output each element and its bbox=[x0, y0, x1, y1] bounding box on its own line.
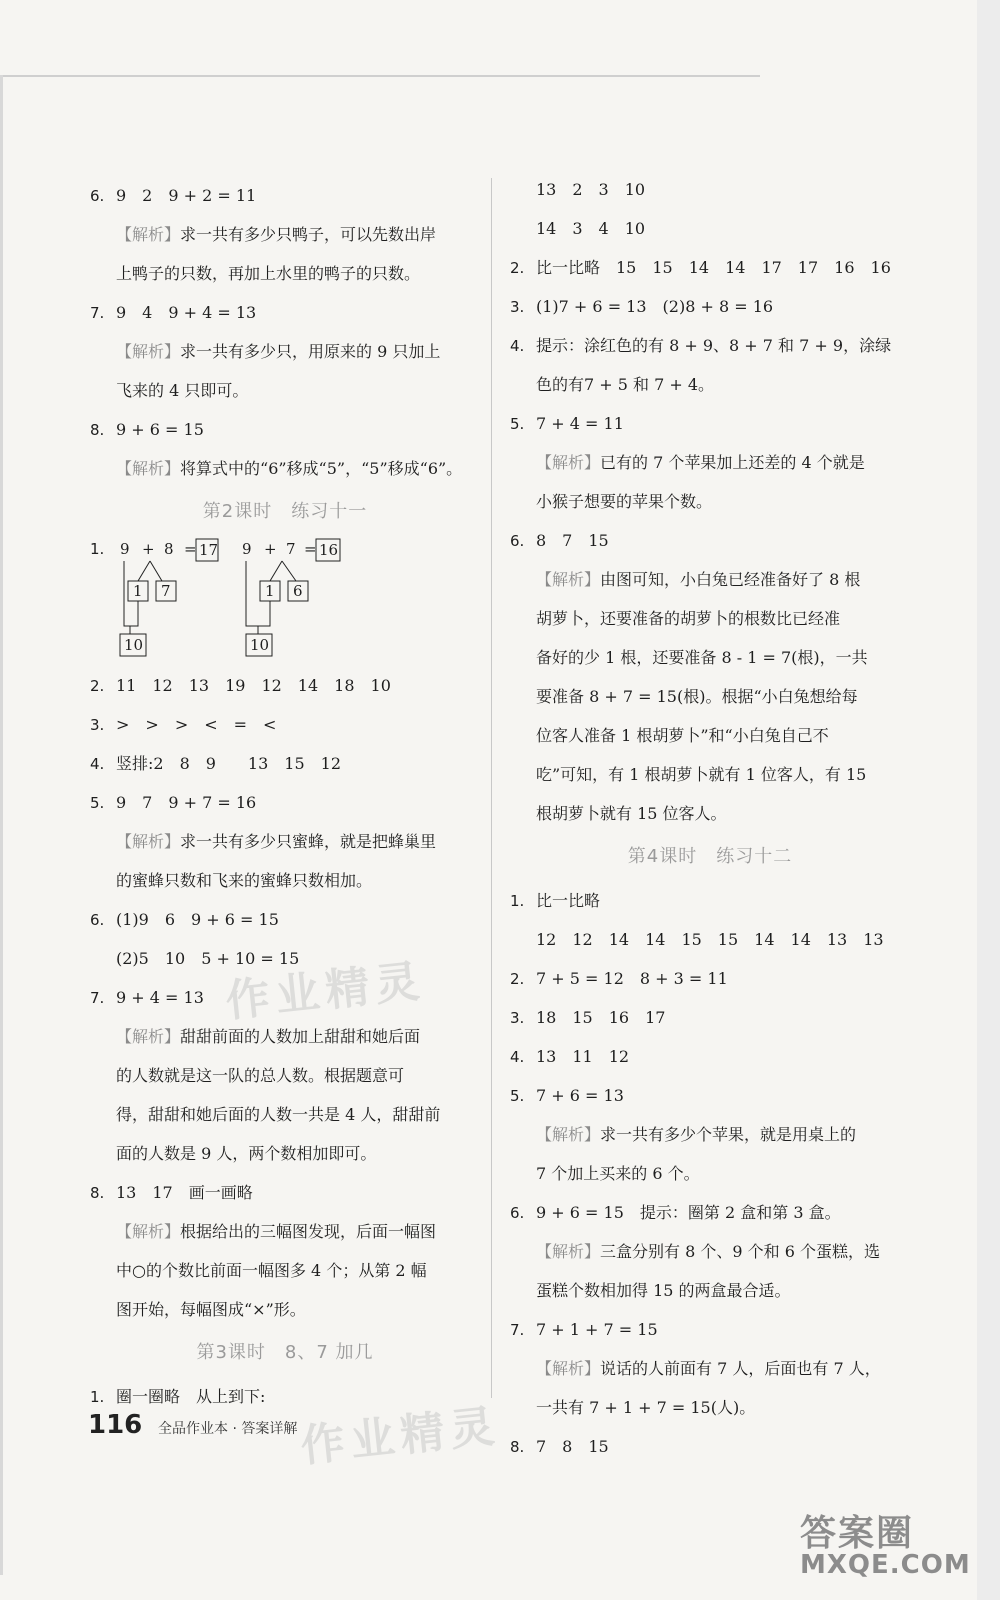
analysis-line: 【解析】求一共有多少个苹果，就是用桌上的 bbox=[536, 1125, 857, 1144]
svg-text:7: 7 bbox=[161, 582, 171, 600]
svg-text:1: 1 bbox=[265, 582, 275, 600]
analysis-tag: 【解析】 bbox=[536, 1359, 601, 1378]
analysis-tag: 【解析】 bbox=[536, 453, 601, 472]
answer-line: 8. 9 + 6 = 15 bbox=[90, 420, 204, 439]
analysis-line: 图开始，每幅图成“×”形。 bbox=[116, 1300, 306, 1319]
svg-text:8: 8 bbox=[164, 540, 174, 558]
brand-url: MXQE.COM bbox=[800, 1550, 971, 1580]
analysis-line: 的蜜蜂只数和飞来的蜜蜂只数相加。 bbox=[116, 871, 373, 890]
analysis-tag: 【解析】 bbox=[536, 570, 601, 589]
column-divider bbox=[491, 178, 492, 1398]
answer-line: 6. (1)9 6 9 + 6 = 15 bbox=[90, 910, 279, 929]
svg-text:16: 16 bbox=[319, 541, 339, 559]
analysis-tag: 【解析】 bbox=[536, 1125, 601, 1144]
analysis-line: 【解析】由图可知，小白兔已经准备好了 8 根 bbox=[536, 570, 861, 589]
analysis-line: 根胡萝卜就有 15 位客人。 bbox=[536, 804, 727, 823]
svg-text:9: 9 bbox=[120, 540, 130, 558]
answer-line: 5. 7 + 4 = 11 bbox=[510, 414, 624, 433]
svg-text:17: 17 bbox=[199, 541, 219, 559]
answer-line: 1. 比一比略 bbox=[510, 891, 601, 910]
page-number: 116 bbox=[88, 1410, 143, 1440]
analysis-line: 【解析】求一共有多少只蜜蜂，就是把蜂巢里 bbox=[116, 832, 437, 851]
answer-line: 3. 18 15 16 17 bbox=[510, 1008, 666, 1027]
analysis-line: 中○的个数比前面一幅图多 4 个；从第 2 幅 bbox=[116, 1261, 427, 1280]
analysis-tag: 【解析】 bbox=[116, 459, 181, 478]
answer-line: 7. 9 4 9 + 4 = 13 bbox=[90, 303, 257, 322]
answer-line: 4. 竖排:2 8 9 13 15 12 bbox=[90, 754, 342, 773]
answer-line: 7. 9 + 4 = 13 bbox=[90, 988, 204, 1007]
analysis-line: 面的人数是 9 人，两个数相加即可。 bbox=[116, 1144, 377, 1163]
diagram-1 bbox=[120, 539, 218, 656]
answer-line: 6. 9 + 6 = 15 提示：圈第 2 盒和第 3 盒。 bbox=[510, 1203, 841, 1222]
page-edge-right bbox=[977, 0, 1000, 1600]
analysis-line: 【解析】三盒分别有 8 个、9 个和 6 个蛋糕，选 bbox=[536, 1242, 880, 1261]
footer-title: 全品作业本 · 答案详解 bbox=[158, 1421, 298, 1437]
answer-line: (2)5 10 5 + 10 = 15 bbox=[116, 949, 300, 968]
analysis-tag: 【解析】 bbox=[116, 1027, 181, 1046]
answer-line: 3. (1)7 + 6 = 13 (2)8 + 8 = 16 bbox=[510, 297, 774, 316]
svg-text:10: 10 bbox=[124, 636, 144, 654]
answer-line: 2. 11 12 13 19 12 14 18 10 bbox=[90, 676, 391, 695]
answer-line: 12 12 14 14 15 15 14 14 13 13 bbox=[536, 930, 884, 949]
answer-line: 2. 7 + 5 = 12 8 + 3 = 11 bbox=[510, 969, 728, 988]
diagram-2 bbox=[242, 539, 340, 656]
analysis-line: 7 个加上买来的 6 个。 bbox=[536, 1164, 700, 1183]
analysis-tag: 【解析】 bbox=[116, 1222, 181, 1241]
analysis-line: 【解析】将算式中的“6”移成“5”，“5”移成“6”。 bbox=[116, 459, 463, 478]
analysis-line: 【解析】甜甜前面的人数加上甜甜和她后面 bbox=[116, 1027, 421, 1046]
svg-text:6: 6 bbox=[293, 582, 303, 600]
analysis-line: 备好的少 1 根，还要准备 8 - 1 = 7(根)，一共 bbox=[536, 648, 868, 667]
analysis-line: 得，甜甜和她后面的人数一共是 4 人，甜甜前 bbox=[116, 1105, 441, 1124]
analysis-line: 小猴子想要的苹果个数。 bbox=[536, 492, 713, 511]
section-heading: 第3课时 8、7 加几 bbox=[196, 1342, 374, 1363]
analysis-line: 上鸭子的只数，再加上水里的鸭子的只数。 bbox=[116, 264, 421, 283]
svg-text:7: 7 bbox=[286, 540, 296, 558]
analysis-line: 【解析】求一共有多少只，用原来的 9 只加上 bbox=[116, 342, 441, 361]
analysis-line: 【解析】说话的人前面有 7 人，后面也有 7 人， bbox=[536, 1359, 881, 1378]
analysis-line: 的人数就是这一队的总人数。根据题意可 bbox=[116, 1066, 405, 1085]
analysis-line: 飞来的 4 只即可。 bbox=[116, 381, 249, 400]
analysis-line: 蛋糕个数相加得 15 的两盒最合适。 bbox=[536, 1281, 791, 1300]
section-heading: 第4课时 练习十二 bbox=[627, 846, 793, 867]
analysis-line: 要准备 8 + 7 = 15(根)。根据“小白兔想给每 bbox=[536, 687, 858, 706]
svg-text:=: = bbox=[304, 540, 317, 558]
analysis-line: 【解析】根据给出的三幅图发现，后面一幅图 bbox=[116, 1222, 437, 1241]
answer-line: 5. 9 7 9 + 7 = 16 bbox=[90, 793, 257, 812]
brand-name: 答案圈 bbox=[800, 1513, 915, 1554]
svg-text:=: = bbox=[184, 540, 197, 558]
svg-text:10: 10 bbox=[250, 636, 270, 654]
top-rule bbox=[0, 75, 760, 77]
analysis-tag: 【解析】 bbox=[536, 1242, 601, 1261]
section-heading: 第2课时 练习十一 bbox=[202, 501, 368, 522]
answer-line: 8. 13 17 画一画略 bbox=[90, 1183, 253, 1202]
answer-line: 6. 9 2 9 + 2 = 11 bbox=[90, 186, 257, 205]
watermark: 作业精灵 bbox=[298, 1400, 503, 1473]
analysis-tag: 【解析】 bbox=[116, 832, 181, 851]
svg-text:+: + bbox=[264, 540, 277, 558]
page-edge-left bbox=[0, 75, 3, 1575]
analysis-line: 一共有 7 + 1 + 7 = 15(人)。 bbox=[536, 1398, 756, 1417]
right-column bbox=[510, 170, 910, 1466]
left-column bbox=[90, 176, 480, 1416]
svg-text:9: 9 bbox=[242, 540, 252, 558]
analysis-tag: 【解析】 bbox=[116, 342, 181, 361]
analysis-line: 吃”可知，有 1 根胡萝卜就有 1 位客人，有 15 bbox=[536, 765, 867, 784]
answer-line: 14 3 4 10 bbox=[536, 219, 646, 238]
answer-line: 色的有7 + 5 和 7 + 4。 bbox=[536, 375, 715, 394]
analysis-line: 位客人准备 1 根胡萝卜”和“小白兔自己不 bbox=[536, 726, 829, 745]
analysis-tag: 【解析】 bbox=[116, 225, 181, 244]
question-number: 1. bbox=[90, 540, 105, 558]
watermark: 作业精灵 bbox=[223, 955, 428, 1028]
answer-line: 1. 圈一圈略 从上到下: bbox=[90, 1387, 266, 1406]
answer-line: 4. 13 11 12 bbox=[510, 1047, 630, 1066]
answer-line: 7. 7 + 1 + 7 = 15 bbox=[510, 1320, 658, 1339]
analysis-line: 【解析】求一共有多少只鸭子，可以先数出岸 bbox=[116, 225, 437, 244]
answer-line: 4. 提示：涂红色的有 8 + 9、8 + 7 和 7 + 9，涂绿 bbox=[510, 336, 892, 355]
brand-logo bbox=[800, 1505, 971, 1580]
analysis-line: 胡萝卜，还要准备的胡萝卜的根数比已经准 bbox=[536, 609, 841, 628]
answer-line: 2. 比一比略 15 15 14 14 17 17 16 16 bbox=[510, 258, 891, 277]
svg-text:+: + bbox=[142, 540, 155, 558]
answer-line: 5. 7 + 6 = 13 bbox=[510, 1086, 624, 1105]
svg-text:1: 1 bbox=[133, 582, 143, 600]
answer-line: 3. > > > < = < bbox=[90, 715, 277, 734]
answer-line: 8. 7 8 15 bbox=[510, 1437, 609, 1456]
analysis-line: 【解析】已有的 7 个苹果加上还差的 4 个就是 bbox=[536, 453, 865, 472]
answer-line: 6. 8 7 15 bbox=[510, 531, 609, 550]
answer-line: 13 2 3 10 bbox=[536, 180, 646, 199]
make-ten-diagram bbox=[90, 536, 480, 666]
